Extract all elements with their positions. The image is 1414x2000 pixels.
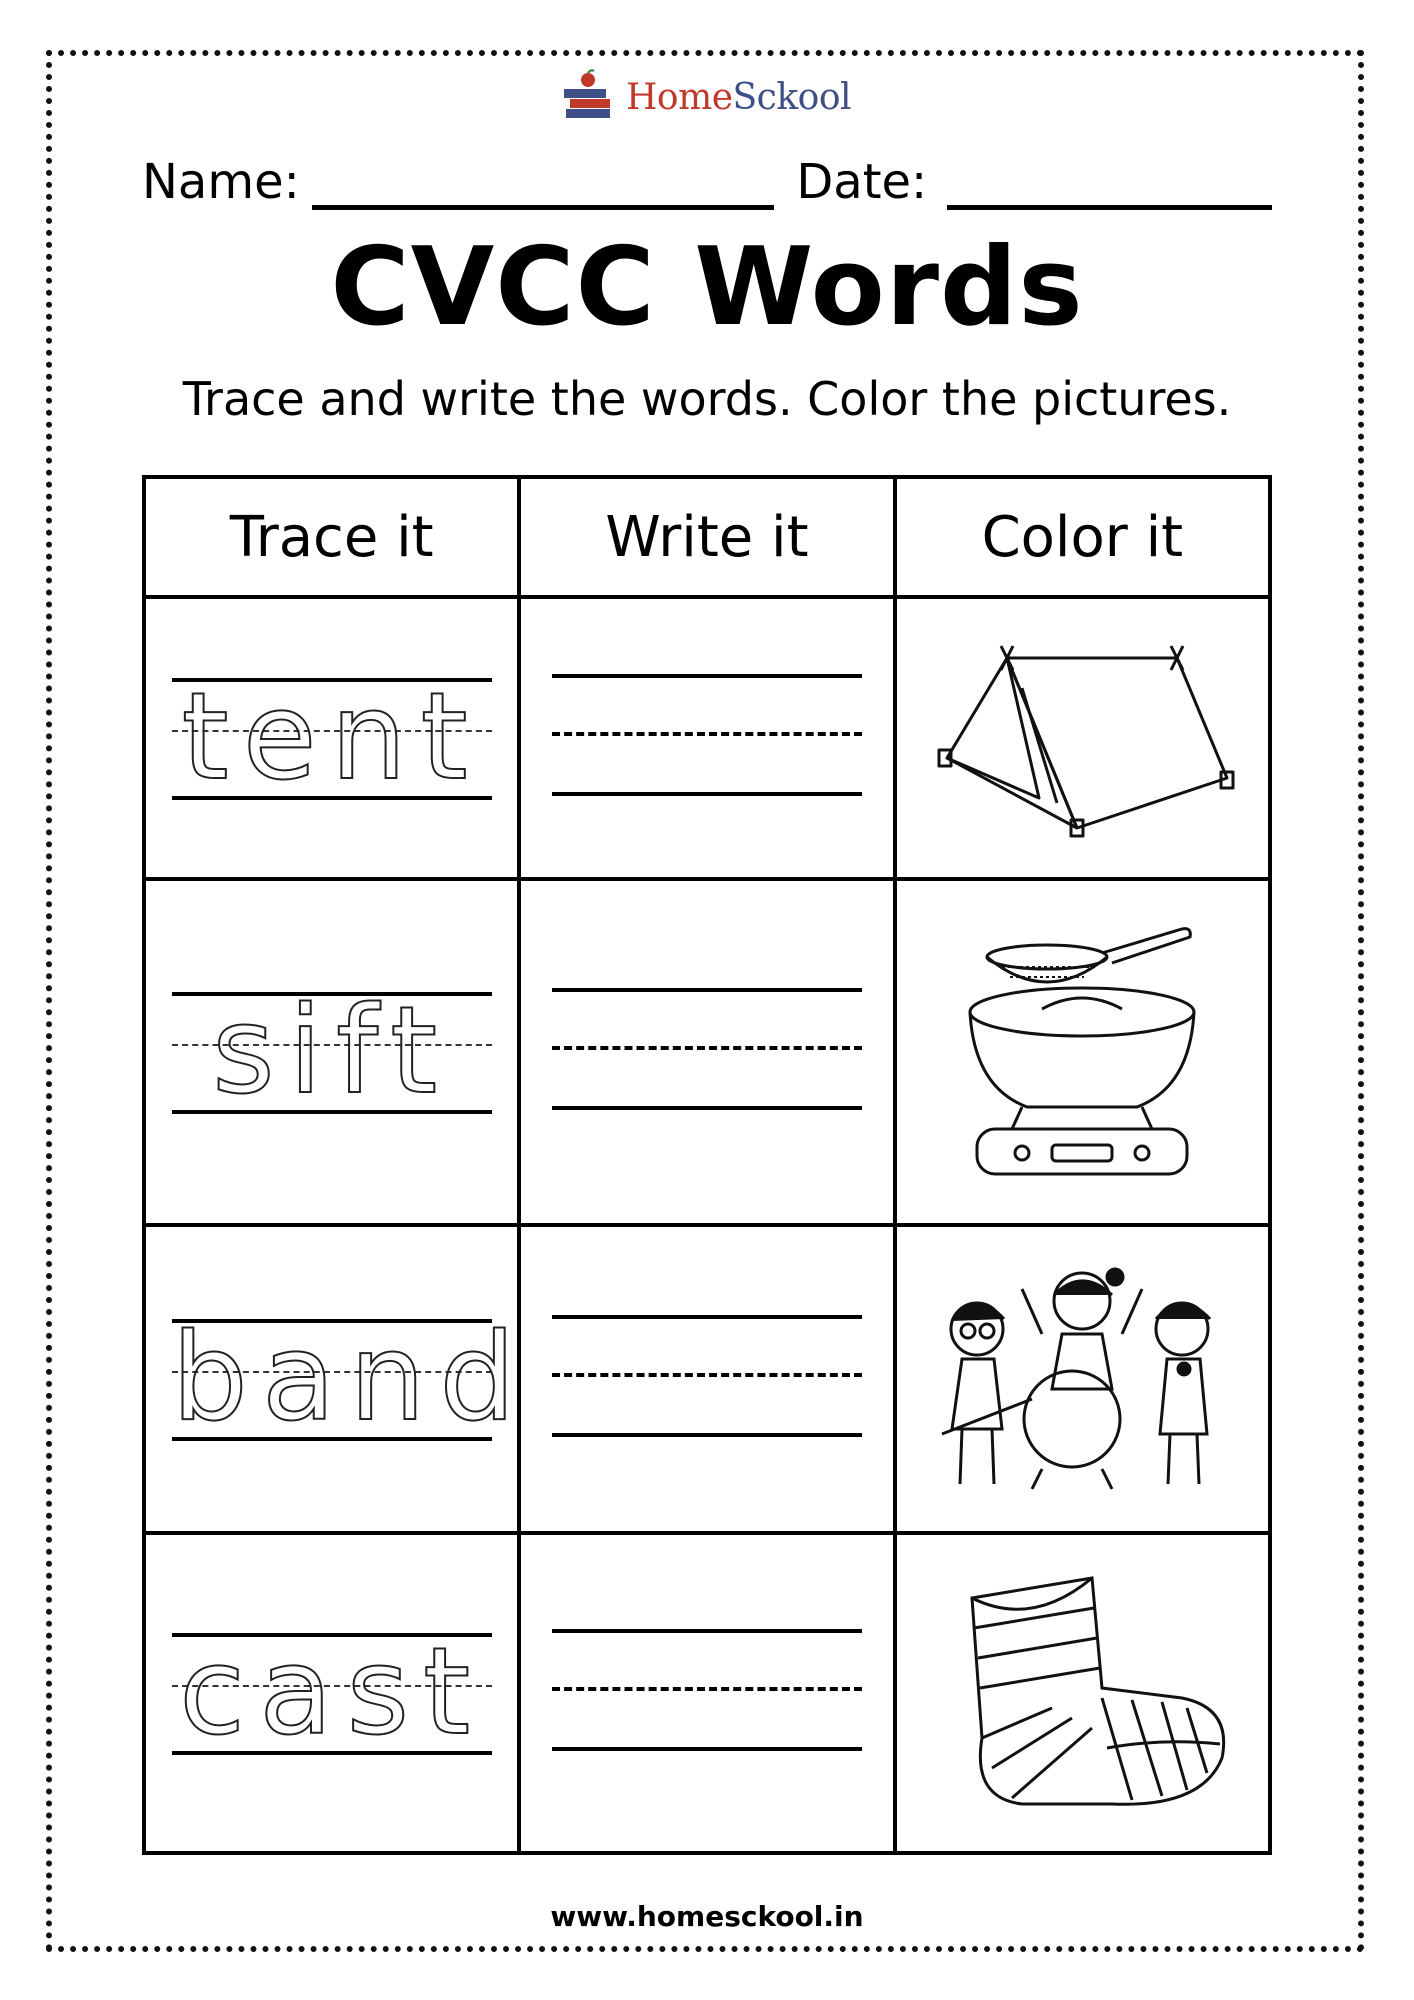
trace-word: tent bbox=[181, 668, 482, 808]
column-header-color: Color it bbox=[895, 477, 1270, 597]
trace-guide[interactable] bbox=[171, 1305, 530, 1453]
homesckool-logo bbox=[560, 68, 851, 126]
trace-guide[interactable] bbox=[172, 1619, 492, 1767]
color-cell bbox=[895, 1533, 1270, 1853]
color-cell bbox=[895, 879, 1270, 1225]
write-cell bbox=[519, 1533, 894, 1853]
column-header-trace: Trace it bbox=[144, 477, 519, 597]
table-header-row bbox=[144, 477, 1270, 597]
trace-guide[interactable] bbox=[172, 664, 492, 812]
logo-text-sckool: Sckool bbox=[732, 76, 852, 118]
column-header-write: Write it bbox=[519, 477, 894, 597]
date-field[interactable] bbox=[947, 147, 1272, 210]
table-row bbox=[144, 1533, 1270, 1853]
table-row bbox=[144, 879, 1270, 1225]
trace-cell bbox=[144, 879, 519, 1225]
sieve-bowl-icon[interactable] bbox=[952, 917, 1212, 1187]
write-cell bbox=[519, 879, 894, 1225]
trace-cell bbox=[144, 1225, 530, 1533]
logo-text bbox=[626, 77, 851, 118]
trace-word: band bbox=[171, 1308, 530, 1448]
color-cell bbox=[895, 597, 1270, 879]
table-row bbox=[144, 1225, 1270, 1533]
books-apple-icon bbox=[560, 69, 620, 125]
trace-cell bbox=[144, 1533, 519, 1853]
trace-word: sift bbox=[212, 982, 452, 1122]
foot-cast-icon[interactable] bbox=[932, 1568, 1232, 1818]
tent-icon[interactable] bbox=[927, 628, 1237, 848]
trace-cell bbox=[144, 597, 519, 879]
page-title: CVCC Words bbox=[330, 225, 1084, 350]
write-lines[interactable] bbox=[552, 1629, 862, 1757]
worksheet-table bbox=[142, 475, 1272, 1855]
name-date-row bbox=[142, 140, 1272, 210]
color-cell bbox=[895, 1225, 1270, 1533]
date-label: Date: bbox=[796, 154, 928, 210]
write-cell bbox=[519, 1225, 894, 1533]
logo-text-home: Home bbox=[626, 76, 733, 118]
write-cell bbox=[519, 597, 894, 879]
write-lines[interactable] bbox=[552, 674, 862, 802]
footer-url[interactable]: www.homesckool.in bbox=[550, 1900, 864, 1933]
band-icon[interactable] bbox=[922, 1259, 1242, 1499]
table-row bbox=[144, 597, 1270, 879]
trace-guide[interactable] bbox=[172, 978, 492, 1126]
instructions: Trace and write the words. Color the pictures. bbox=[182, 372, 1232, 426]
trace-word: cast bbox=[179, 1622, 485, 1762]
write-lines[interactable] bbox=[552, 988, 862, 1116]
name-label: Name: bbox=[142, 154, 300, 210]
name-field[interactable] bbox=[312, 147, 775, 210]
write-lines[interactable] bbox=[552, 1315, 862, 1443]
